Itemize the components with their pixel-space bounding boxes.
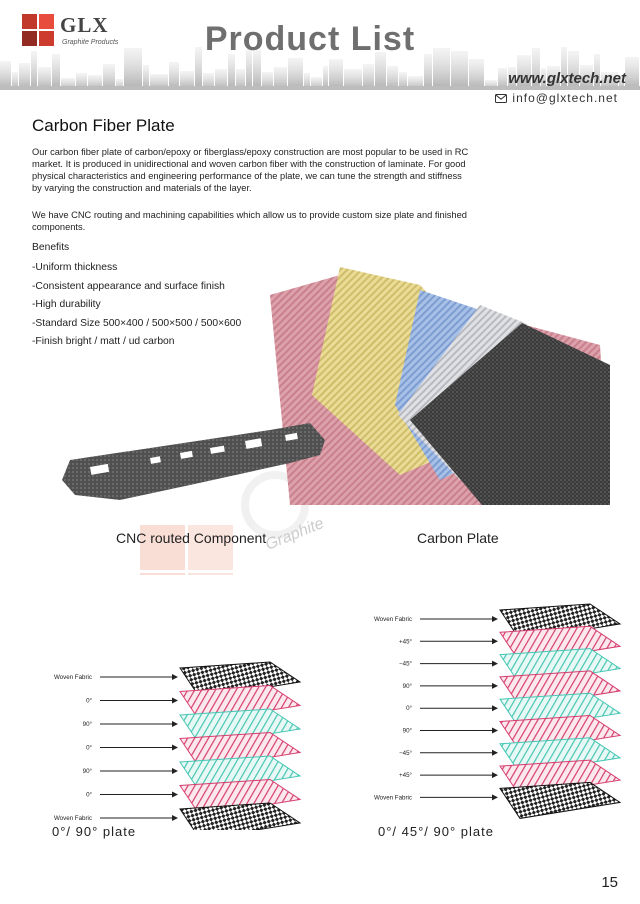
email-contact [495,91,618,105]
layer-label: +45° [399,638,412,646]
benefits-list [32,242,241,352]
logo-mark-icon [22,14,54,46]
layer-label: Woven Fabric [373,616,412,623]
layer-label: −45° [399,660,412,668]
layer-label: 0° [86,791,92,799]
layer-arrowhead [172,674,178,680]
watermark-text: Graphite [263,514,327,554]
layer-label: Woven Fabric [373,794,412,802]
envelope-icon [495,94,507,103]
logo-name: GLX [60,13,109,37]
layer-label: +45° [399,772,412,780]
layer-label: 90° [82,768,92,775]
page-title: Product List [204,20,416,58]
company-logo [22,14,162,54]
cnc-paragraph: We have CNC routing and machining capabilities which allow us to provide custom size plate and finished components. [32,210,467,232]
layup-diagram-0-45-90 [320,580,640,825]
layer-arrowhead [492,728,498,734]
layer-arrowhead [172,721,178,727]
layer-arrowhead [172,768,178,774]
layer-arrowhead [492,794,498,800]
layer-label: −45° [399,749,412,757]
layer-label: 90° [402,682,412,690]
section-title: Carbon Fiber Plate [32,116,175,135]
benefits-heading: Benefits [32,242,70,253]
benefit-item: -Uniform thickness [32,262,118,273]
layer-arrowhead [172,792,178,798]
layer-arrowhead [492,616,498,622]
layer-arrowhead [172,745,178,751]
benefit-item: -Standard Size 500×400 / 500×500 / 500×600 [32,317,242,329]
layer-label: 0° [86,697,92,705]
description-paragraph: Our carbon fiber plate of carbon/epoxy or fiberglass/epoxy construction are most popular to be used in RC market. It is produced in unidirectional and woven carbon fiber with the construction of laminate. For good physical characteristics and engineering performance of the plate, we can tune the strength and stiffness by varying the construction and materials of the layer. [32,147,469,193]
layup-diagram-0-90 [0,630,320,830]
email-address[interactable]: info@glxtech.net [512,91,618,105]
cnc-chassis-component [62,423,325,500]
page-number: 15 [601,874,618,891]
layer-label: Woven Fabric [53,674,92,681]
website-link[interactable]: www.glxtech.net [508,70,626,87]
layer-arrowhead [492,683,498,689]
layer-label: 90° [82,721,92,728]
caption-cnc-component: CNC routed Component [116,530,267,546]
layer-arrowhead [492,661,498,667]
benefit-item: -High durability [32,299,101,310]
logo-tagline: Graphite Products [62,39,119,46]
layer-arrowhead [492,750,498,756]
caption-0-45-90-plate: 0°/ 45°/ 90° plate [378,824,494,839]
layer-label: 90° [402,727,412,735]
layer-arrowhead [172,698,178,704]
caption-0-90-plate: 0°/ 90° plate [52,824,137,839]
benefit-item: -Consistent appearance and surface finish [32,280,225,292]
layer-arrowhead [492,772,498,778]
layer-arrowhead [492,705,498,711]
layer-label: 0° [86,744,92,752]
page-header [0,0,640,110]
caption-carbon-plate: Carbon Plate [417,530,499,546]
layer-label: 0° [406,705,412,713]
layer-sheet-woven [500,782,620,818]
layer-arrowhead [492,638,498,644]
layer-arrowhead [172,815,178,821]
benefit-item: -Finish bright / matt / ud carbon [32,336,175,347]
layer-label: Woven Fabric [53,815,92,822]
